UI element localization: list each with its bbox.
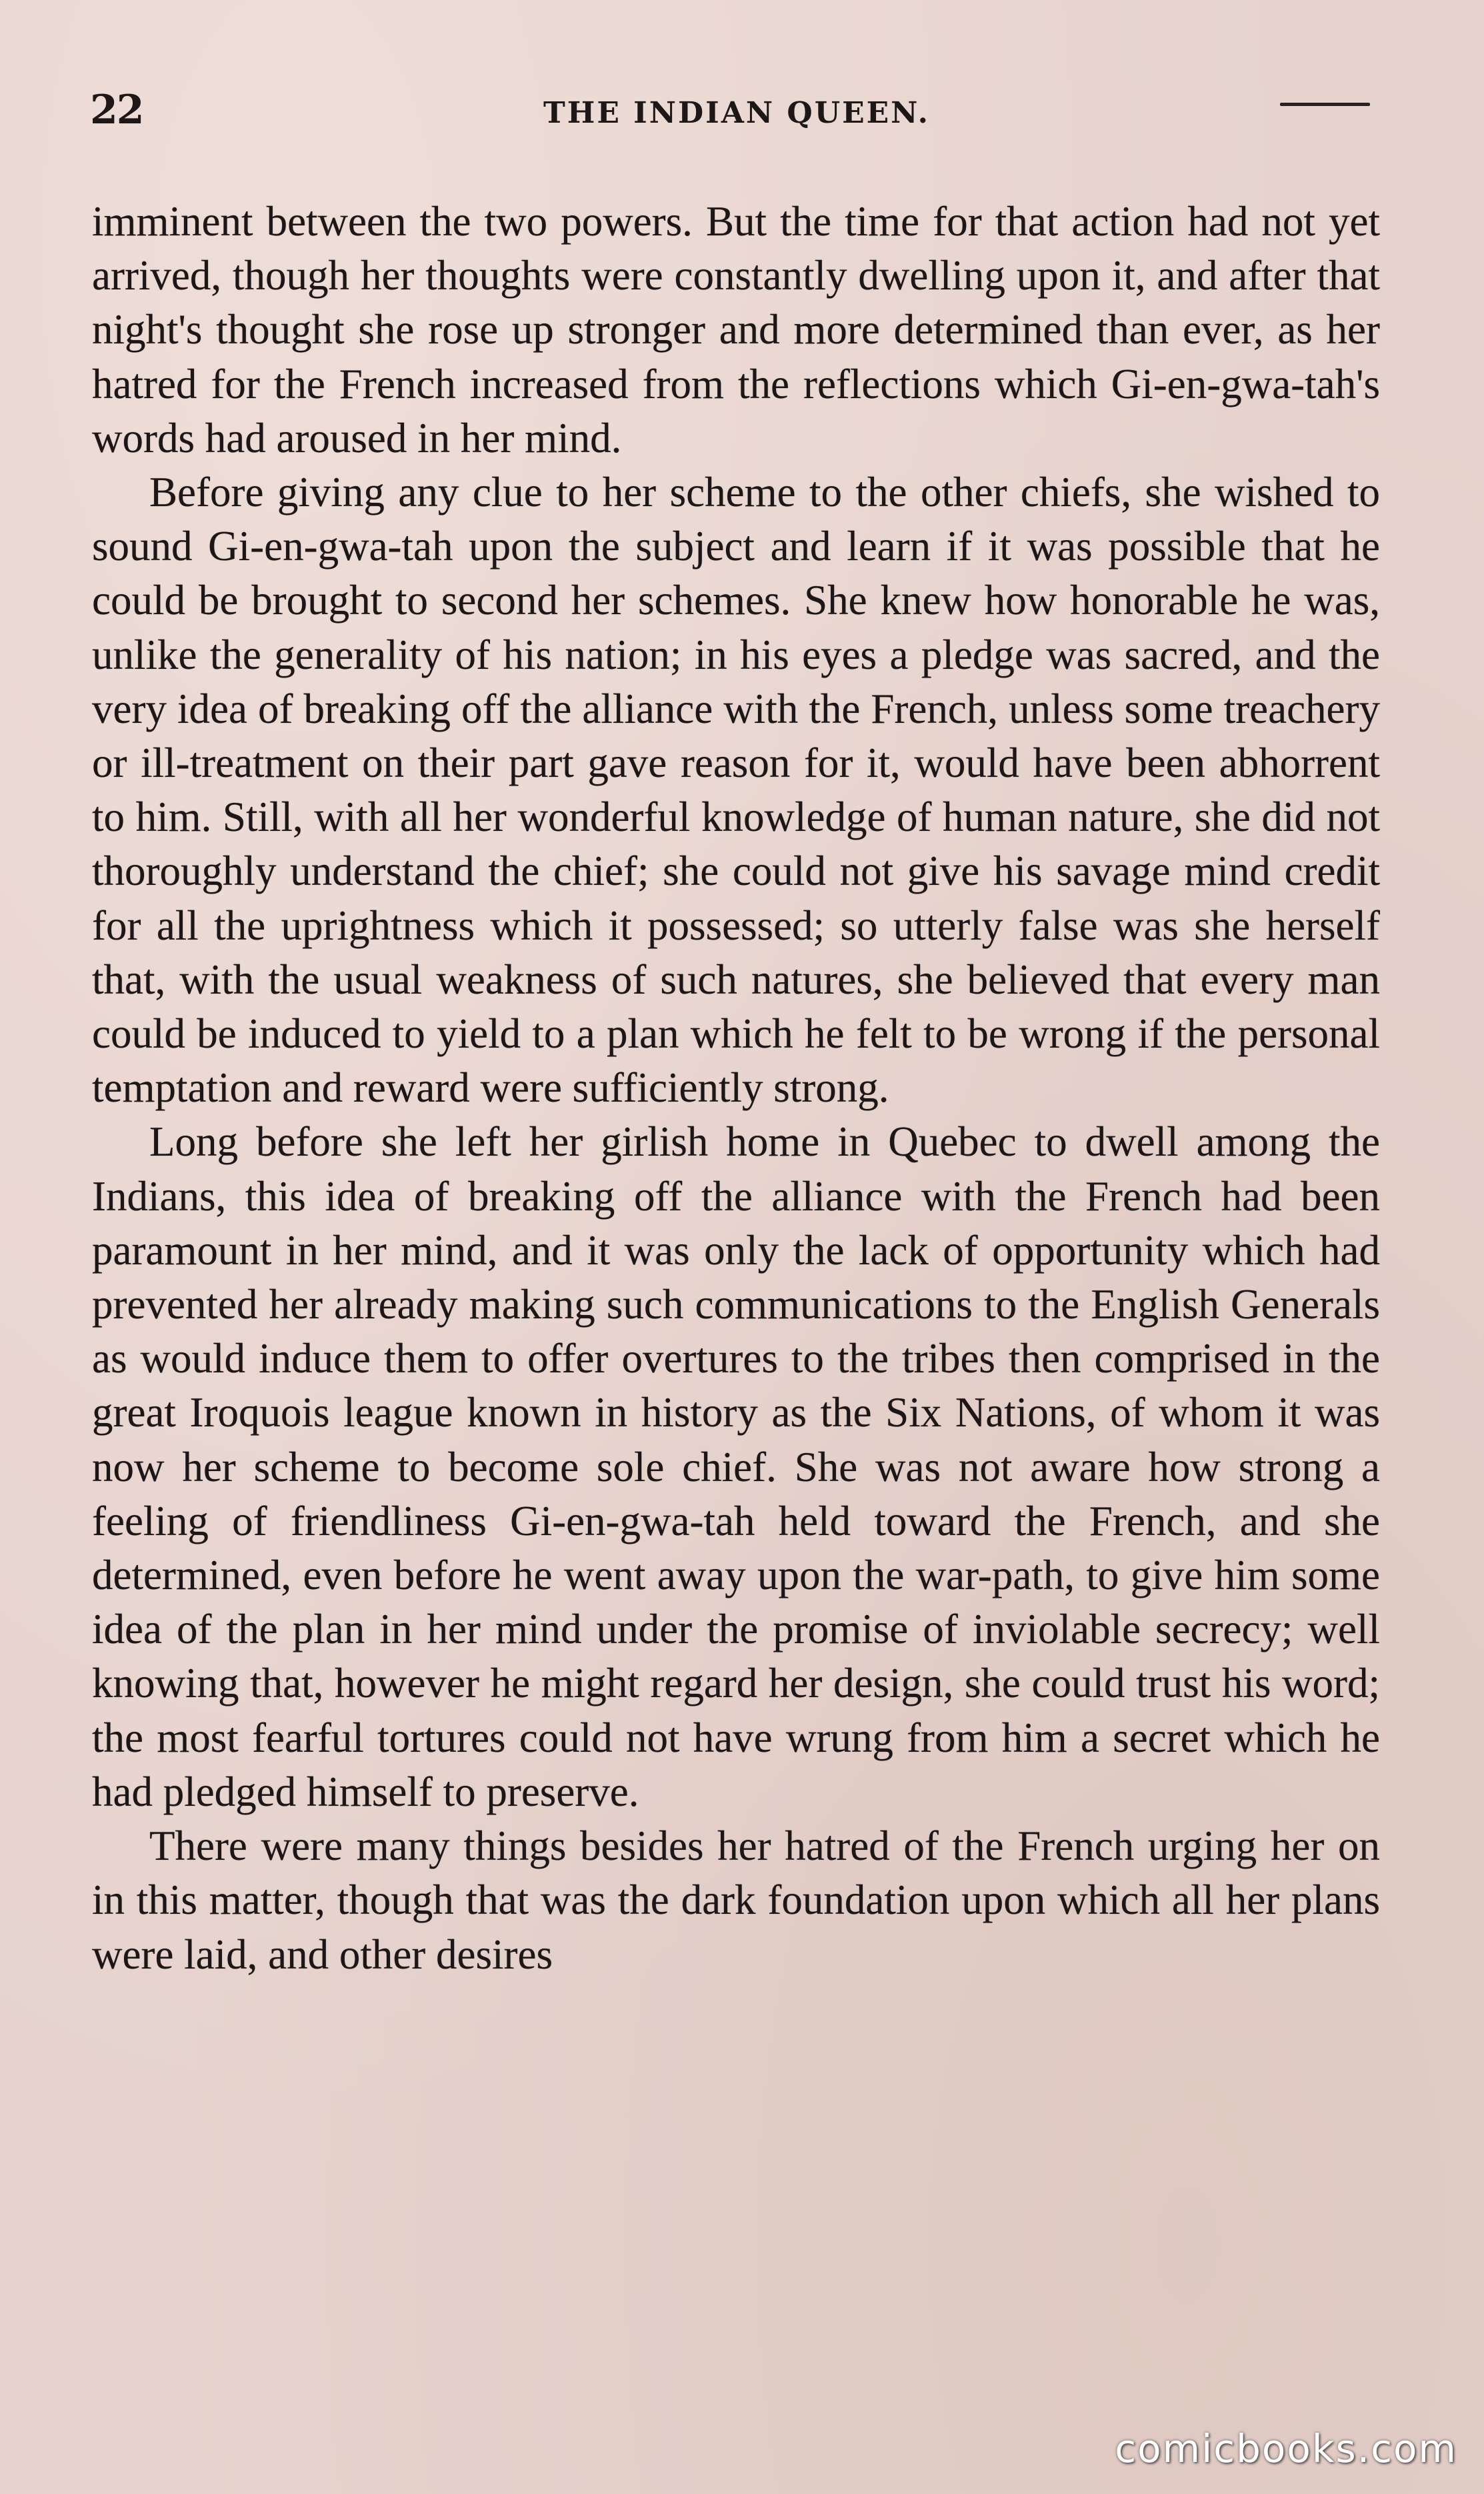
paragraph-2: Before giving any clue to her scheme to the other chiefs, she wished to sound Gi-en-gwa-tah upon the subject and learn if it was possible that he could be brought to second her schemes. She knew how honorable he was, unlike the generality of his nation; in his eyes a pledge was sacred, and the very idea of breaking off the alliance with the French, unless some treachery or ill-treatment on their part gave reason for it, would have been abhorrent to him. Still, with all her wonderful knowledge of human nature, she did not thoroughly understand the chief; she could not give his savage mind credit for all the uprightness which it possessed; so utterly false was she herself that, with the usual weakness of such natures, she believed that every man could be induced to yield to a plan which he felt to be wrong if the personal temptation and reward were sufficiently strong. [92,469,1380,1112]
body-text [92,195,1380,1982]
paragraph-4: There were many things besides her hatred of the French urging her on in this matter, though that was the dark foundation upon which all her plans were laid, and other desires [92,1822,1380,1978]
running-title: THE INDIAN QUEEN. [543,96,930,130]
paragraph-1: imminent between the two powers. But the time for that action had not yet arrived, though her thoughts were constantly dwelling upon it, and after that night's thought she rose up stronger and more determined than ever, as her hatred for the French increased from the reflections which Gi-en-gwa-tah's words had aroused in her mind. [92,198,1380,461]
paragraph-3: Long before she left her girlish home in Quebec to dwell among the Indians, this idea of breaking off the alliance with the French had been paramount in her mind, and it was only the lack of opportunity which had prevented her already making such communications to the English Generals as would induce them to offer overtures to the tribes then comprised in the great Iroquois league known in history as the Six Nations, of whom it was now her scheme to become sole chief. She was not aware how strong a feeling of friendliness Gi-en-gwa-tah held toward the French, and she determined, even before he went away upon the war-path, to give him some idea of the plan in her mind under the promise of inviolable secrecy; well knowing that, however he might regard her design, she could trust his word; the most fearful tortures could not have wrung from him a secret which he had pledged himself to preserve. [92,1118,1380,1815]
page-number: 22 [90,87,143,133]
header-rule [1280,103,1370,106]
watermark: comicbooks.com [1115,2426,1457,2471]
page-header [90,87,1383,140]
